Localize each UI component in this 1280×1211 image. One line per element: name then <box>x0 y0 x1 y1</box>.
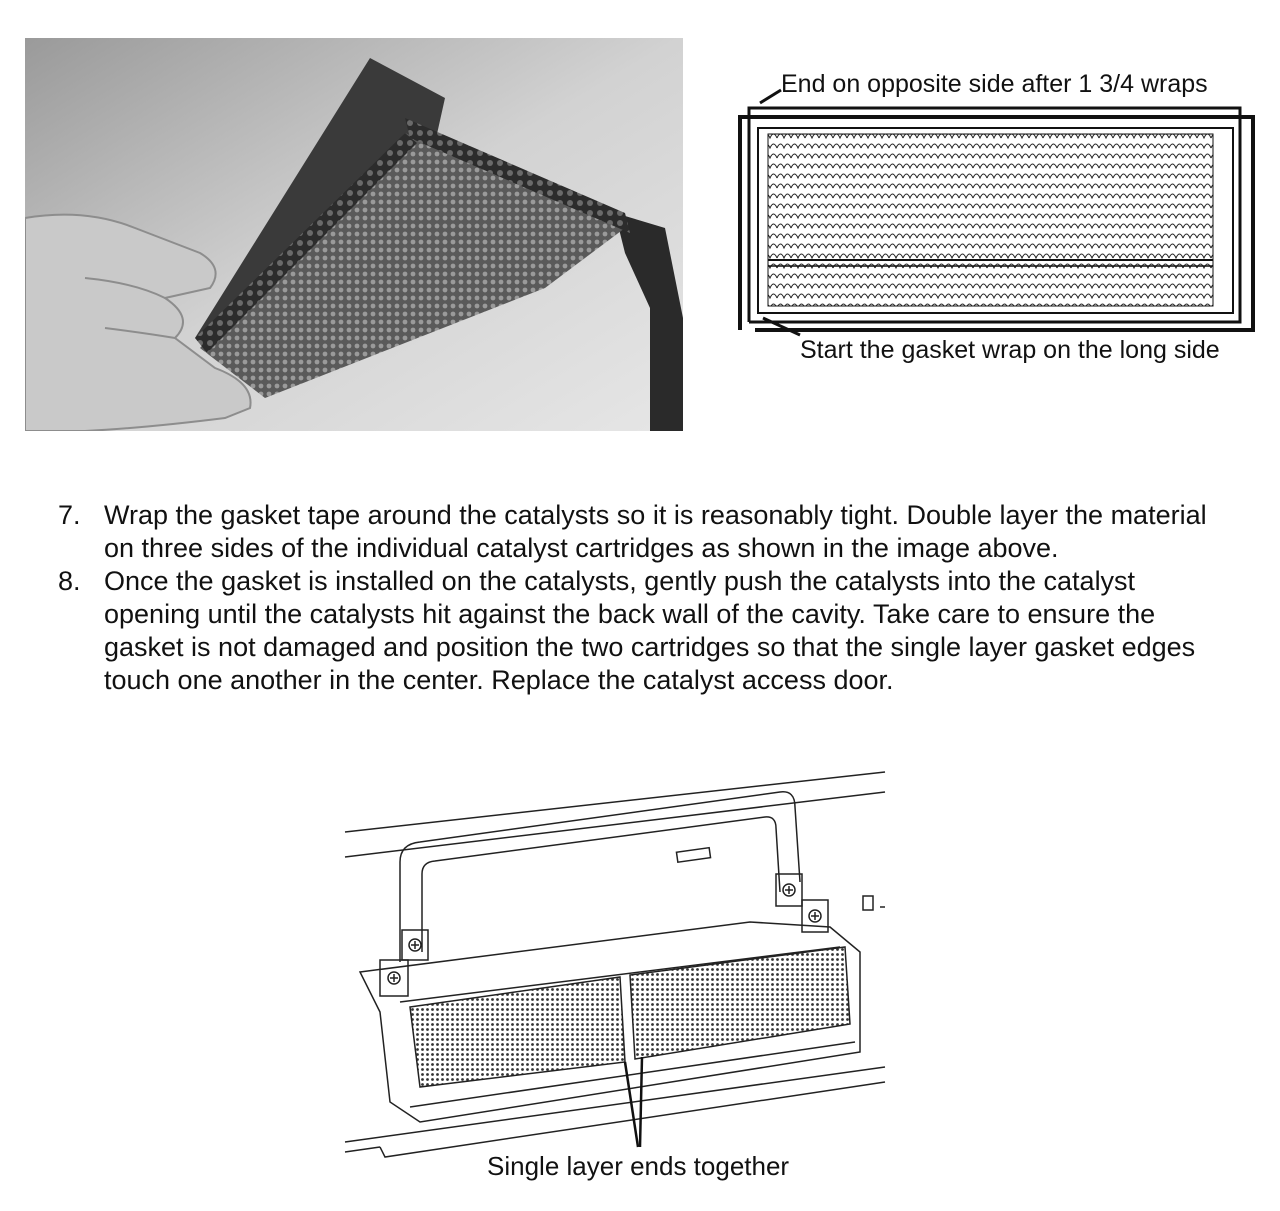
instruction-list <box>58 499 1238 697</box>
start-wrap-label: Start the gasket wrap on the long side <box>800 336 1220 364</box>
step-7 <box>58 499 1238 565</box>
step-number: 7. <box>58 500 81 530</box>
step-text: Once the gasket is installed on the catalysts, gently push the catalysts into the catalyst opening until the catalysts hit against the back wall of the cavity. Take care to ensure the gasket is not damaged and position the two cartridges so that the single layer gasket edges touch one another in the center. Replace the catalyst access door. <box>104 566 1196 695</box>
gasket-wrap-diagram <box>735 60 1265 380</box>
catalyst-installation-diagram <box>340 762 890 1162</box>
step-8 <box>58 565 1238 697</box>
end-wrap-label: End on opposite side after 1 3/4 wraps <box>781 70 1208 98</box>
step-text: Wrap the gasket tape around the catalysts so it is reasonably tight. Double layer the material on three sides of the individual catalyst cartridges as shown in the image above. <box>104 500 1207 563</box>
single-layer-label: Single layer ends together <box>487 1151 790 1181</box>
step-number: 8. <box>58 566 81 596</box>
catalyst-photo <box>25 38 683 431</box>
